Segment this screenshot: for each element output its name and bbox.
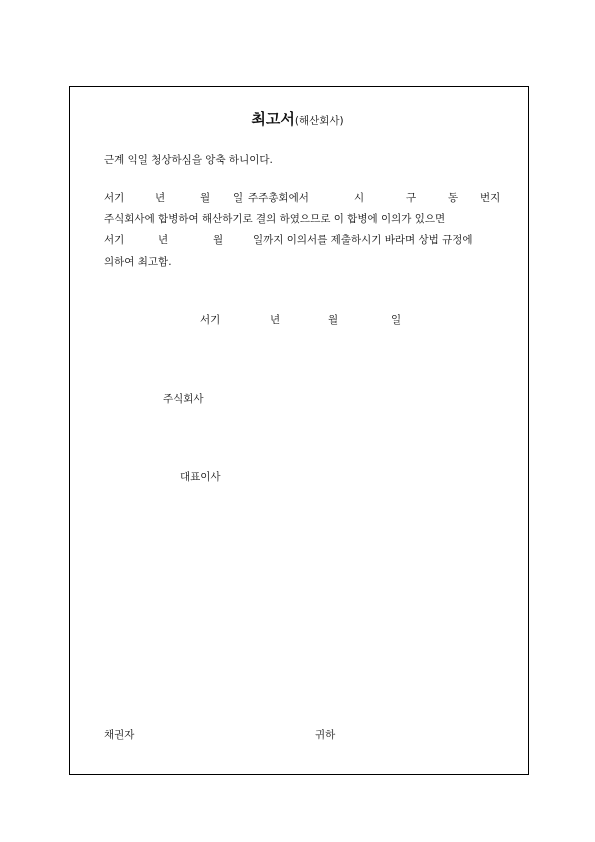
line4-text: 의하여 최고함. <box>104 256 172 268</box>
honorific-label: 귀하 <box>315 729 336 741</box>
date-nyeon: 년 <box>270 314 281 326</box>
line3-wol: 월 <box>213 234 224 246</box>
company-label: 주식회사 <box>163 393 204 405</box>
greeting-line: 근계 익일 청상하심을 앙축 하니이다. <box>104 154 273 166</box>
line1-gu: 구 <box>406 192 417 204</box>
line1-seogi: 서기 <box>104 192 125 204</box>
line1-si: 시 <box>354 192 365 204</box>
line1-nyeon: 년 <box>155 192 166 204</box>
document-border <box>69 86 529 775</box>
title-main: 최고서 <box>251 110 295 128</box>
line1-wol: 월 <box>200 192 211 204</box>
date-wol: 월 <box>328 314 339 326</box>
creditor-label: 채권자 <box>104 729 135 741</box>
date-seogi: 서기 <box>200 314 221 326</box>
line1-beonji: 번지 <box>480 192 501 204</box>
line2-text: 주식회사에 합병하여 해산하기로 결의 하였으므로 이 합병에 이의가 있으면 <box>104 213 446 225</box>
representative-label: 대표이사 <box>180 471 221 483</box>
line3-rest: 일까지 이의서를 제출하시기 바라며 상법 규정에 <box>253 234 473 246</box>
line1-il: 일 <box>233 192 244 204</box>
line1-dong: 동 <box>448 192 459 204</box>
document-title <box>0 108 595 129</box>
line1-meeting: 주주총회에서 <box>248 192 309 204</box>
title-subtitle: (해산회사) <box>294 115 344 127</box>
line3-seogi: 서기 <box>104 234 125 246</box>
line3-nyeon: 년 <box>158 234 169 246</box>
date-il: 일 <box>391 314 402 326</box>
